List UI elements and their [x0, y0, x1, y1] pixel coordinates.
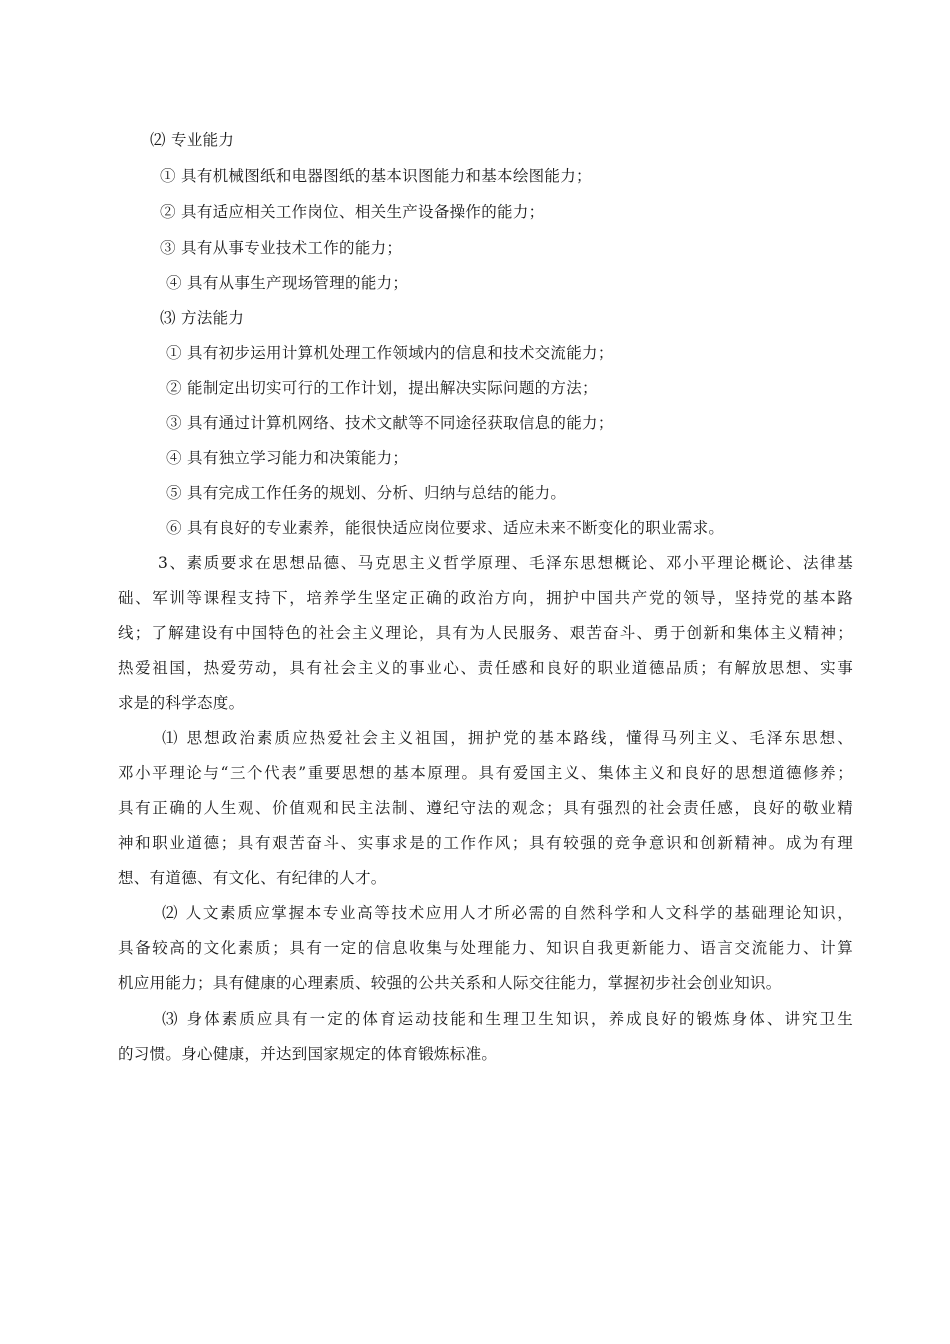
- paragraph-quality-line-2: 础、军训等课程支持下，培养学生坚定正确的政治方向，拥护中国共产党的领导，坚持党的基本路: [118, 589, 853, 607]
- list-item-method-2: ② 能制定出切实可行的工作计划，提出解决实际问题的方法；: [166, 379, 598, 397]
- paragraph-quality-line-1: 3、素质要求在思想品德、马克思主义哲学原理、毛泽东思想概论、邓小平理论概论、法律基: [158, 554, 853, 572]
- paragraph-physical-line-1: ⑶ 身体素质应具有一定的体育运动技能和生理卫生知识，养成良好的锻炼身体、讲究卫生: [162, 1010, 853, 1028]
- paragraph-political-line-5: 想、有道德、有文化、有纪律的人才。: [118, 869, 387, 887]
- paragraph-quality-line-3: 线；了解建设有中国特色的社会主义理论，具有为人民服务、艰苦奋斗、勇于创新和集体主义精神；: [118, 624, 853, 642]
- paragraph-humanities-line-3: 机应用能力；具有健康的心理素质、较强的公共关系和人际交往能力，掌握初步社会创业知识。: [118, 974, 782, 992]
- paragraph-political-line-4: 神和职业道德；具有艰苦奋斗、实事求是的工作作风；具有较强的竞争意识和创新精神。成为有理: [118, 834, 853, 852]
- paragraph-political-line-1: ⑴ 思想政治素质应热爱社会主义祖国，拥护党的基本路线，懂得马列主义、毛泽东思想、: [162, 729, 853, 747]
- list-item-professional-2: ② 具有适应相关工作岗位、相关生产设备操作的能力；: [160, 203, 545, 221]
- list-item-professional-4: ④ 具有从事生产现场管理的能力；: [166, 274, 409, 292]
- paragraph-physical-line-2: 的习惯。身心健康，并达到国家规定的体育锻炼标准。: [118, 1045, 498, 1063]
- list-item-method-3: ③ 具有通过计算机网络、技术文献等不同途径获取信息的能力；: [166, 414, 614, 432]
- list-item-method-1: ① 具有初步运用计算机处理工作领域内的信息和技术交流能力；: [166, 344, 614, 362]
- section-heading-method: ⑶ 方法能力: [160, 309, 245, 327]
- list-item-method-4: ④ 具有独立学习能力和决策能力；: [166, 449, 409, 467]
- paragraph-quality-line-4: 热爱祖国，热爱劳动，具有社会主义的事业心、责任感和良好的职业道德品质；有解放思想、实事: [118, 659, 853, 677]
- paragraph-humanities-line-1: ⑵ 人文素质应掌握本专业高等技术应用人才所必需的自然科学和人文科学的基础理论知识，: [162, 904, 853, 922]
- section-heading-professional: ⑵ 专业能力: [150, 131, 235, 149]
- list-item-professional-1: ① 具有机械图纸和电器图纸的基本识图能力和基本绘图能力；: [160, 167, 592, 185]
- list-item-professional-3: ③ 具有从事专业技术工作的能力；: [160, 239, 403, 257]
- list-item-method-6: ⑥ 具有良好的专业素养，能很快适应岗位要求、适应未来不断变化的职业需求。: [166, 519, 725, 537]
- paragraph-political-line-3: 具有正确的人生观、价值观和民主法制、遵纪守法的观念；具有强烈的社会责任感，良好的敬业精: [118, 799, 853, 817]
- paragraph-humanities-line-2: 具备较高的文化素质；具有一定的信息收集与处理能力、知识自我更新能力、语言交流能力、计算: [118, 939, 853, 957]
- paragraph-political-line-2: 邓小平理论与“三个代表”重要思想的基本原理。具有爱国主义、集体主义和良好的思想道德修养；: [118, 764, 853, 782]
- paragraph-quality-line-5: 求是的科学态度。: [118, 694, 245, 712]
- list-item-method-5: ⑤ 具有完成工作任务的规划、分析、归纳与总结的能力。: [166, 484, 567, 502]
